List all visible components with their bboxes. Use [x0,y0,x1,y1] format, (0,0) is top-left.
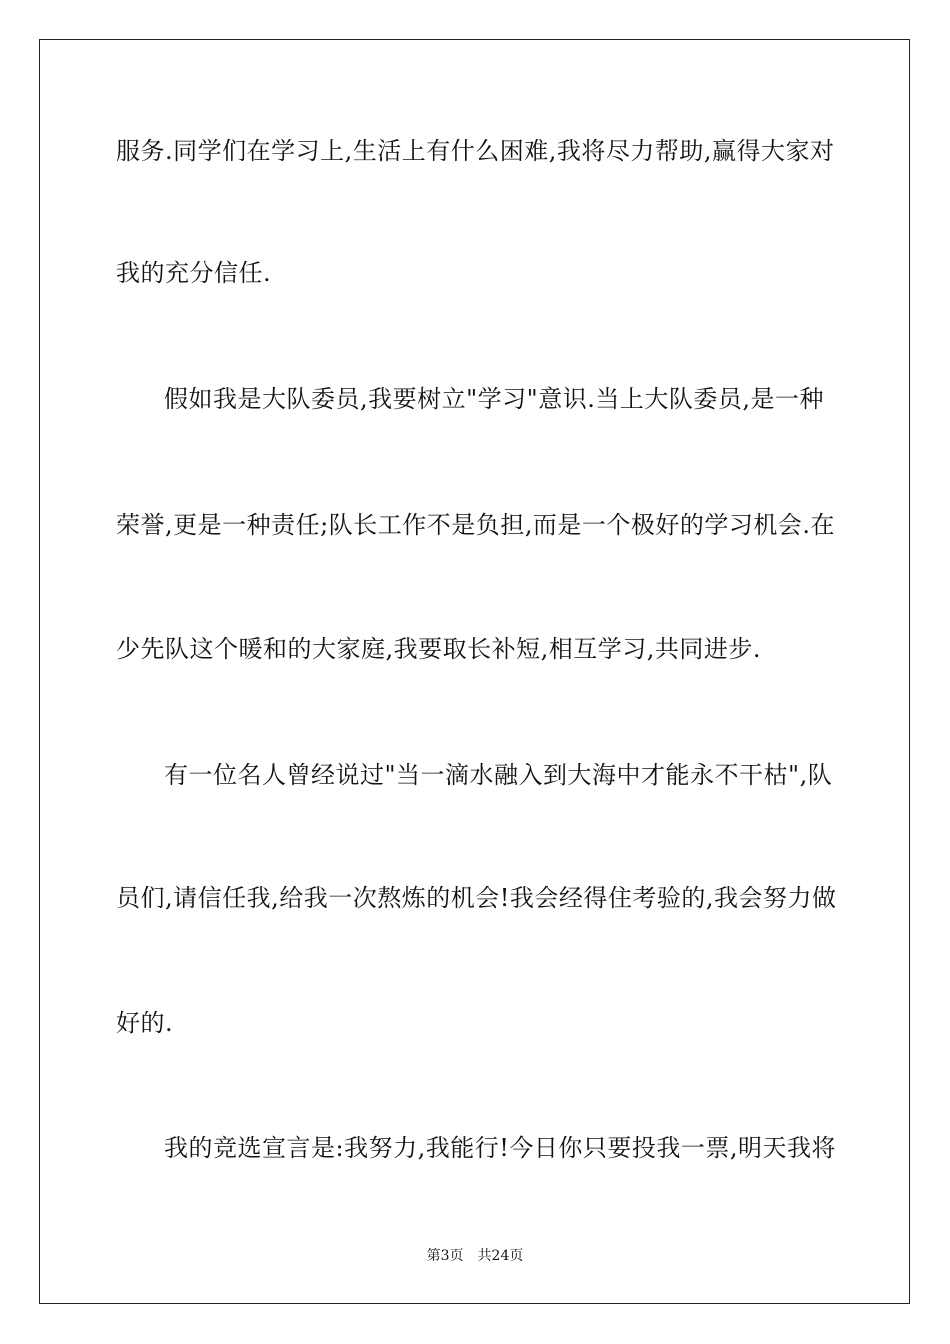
page-frame [39,39,910,1304]
paragraph-start-line: 有一位名人曾经说过"当一滴水融入到大海中才能永不干枯",队 [164,761,833,789]
body-text-line: 服务.同学们在学习上,生活上有什么困难,我将尽力帮助,赢得大家对 [116,137,835,165]
body-text-line: 荣誉,更是一种责任;队长工作不是负担,而是一个极好的学习机会.在 [116,511,835,539]
paragraph-start-line: 假如我是大队委员,我要树立"学习"意识.当上大队委员,是一种 [164,385,824,413]
body-text-line: 少先队这个暖和的大家庭,我要取长补短,相互学习,共同进步. [116,635,762,663]
body-text-line: 员们,请信任我,给我一次熬炼的机会!我会经得住考验的,我会努力做 [116,884,837,912]
paragraph-start-line: 我的竞选宣言是:我努力,我能行!今日你只要投我一票,明天我将 [164,1134,836,1162]
body-text-line: 我的充分信任. [116,259,272,287]
page-footer [0,1247,950,1265]
body-text-line: 好的. [116,1009,174,1037]
total-pages: 共24页 [477,1248,524,1264]
page-number: 第3页 [426,1248,464,1264]
